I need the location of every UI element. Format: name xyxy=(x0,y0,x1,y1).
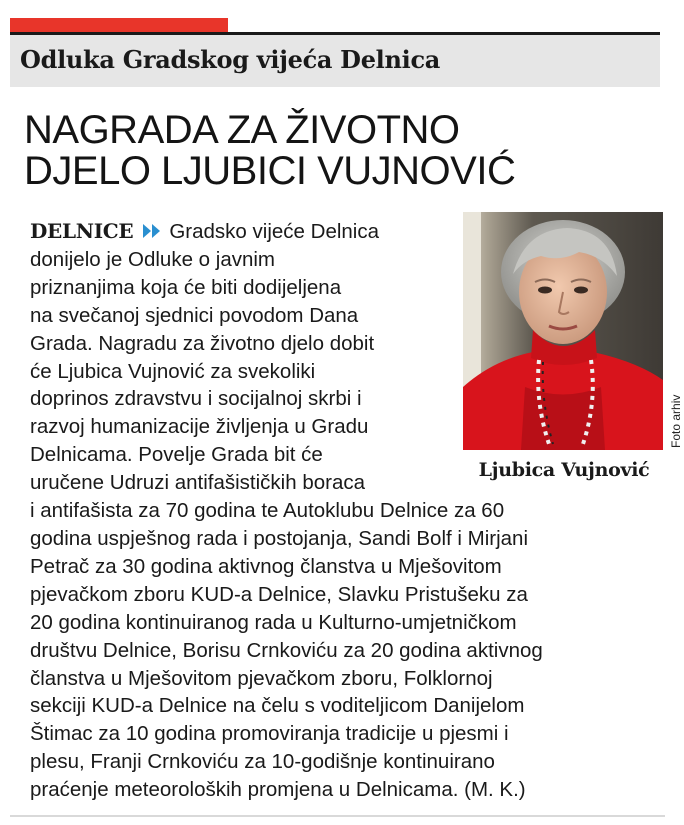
article-line: 20 godina kontinuiranog rada u Kulturno-umjetničkom xyxy=(30,610,517,634)
article-line: Grada. Nagradu za životno djelo dobit xyxy=(30,331,375,355)
photo-credit: Foto arhiv xyxy=(669,394,683,448)
headline xyxy=(24,110,644,192)
article-line: će Ljubica Vujnović za svekoliki xyxy=(30,359,316,383)
headline-line-1: NAGRADA ZA ŽIVOTNO xyxy=(24,108,460,152)
headline-line-2: DJELO LJUBICI VUJNOVIĆ xyxy=(24,149,516,193)
article-body xyxy=(30,218,670,804)
article-line: razvoj humanizacije življenja u Gradu xyxy=(30,415,369,439)
article-line: priznanjima koja će biti dodijeljena xyxy=(30,275,342,299)
article-line: godina uspješnog rada i postojanja, Sandi Bolf i Mirjani xyxy=(30,526,529,550)
article-line: uručene Udruzi antifašističkih boraca xyxy=(30,471,365,495)
photo-caption: Ljubica Vujnović xyxy=(478,459,650,481)
article-line: doprinos zdravstvu i socijalnoj skrbi i xyxy=(30,387,362,411)
dateline: DELNICE xyxy=(30,219,134,243)
article-line: sekciji KUD-a Delnice na čelu s voditeljicom Danijelom xyxy=(30,694,525,718)
double-chevron-right-icon xyxy=(143,224,163,238)
kicker-text: Odluka Gradskog vijeća Delnica xyxy=(20,45,441,74)
article-line: Petrač za 30 godina aktivnog članstva u Mješovitom xyxy=(30,554,502,578)
article-line: Štimac za 10 godina promoviranja tradicije u pjesmi i xyxy=(30,722,509,746)
section-bottom-rule xyxy=(10,815,665,817)
article-line: članstva u Mješovitom pjevačkom zboru, Folklornoj xyxy=(30,666,493,690)
article-line: Delnicama. Povelje Grada bit će xyxy=(30,443,323,467)
article-first-line xyxy=(30,218,670,246)
article-line: pjevačkom zboru KUD-a Delnice, Slavku Pristušeku za xyxy=(30,582,528,606)
kicker-banner xyxy=(10,35,660,87)
article-line: na svečanoj sjednici povodom Dana xyxy=(30,303,359,327)
section-accent-bar xyxy=(10,18,228,32)
article-line: plesu, Franji Crnkoviću za 10-godišnje kontinuirano xyxy=(30,750,495,774)
article-line: Gradsko vijeće Delnica xyxy=(169,220,380,243)
article-line: praćenje meteoroloških promjena u Delnicama. (M. K.) xyxy=(30,778,526,802)
article-line: i antifašista za 70 godina te Autoklubu Delnice za 60 xyxy=(30,499,505,523)
article-line: društvu Delnice, Borisu Crnkoviću za 20 godina aktivnog xyxy=(30,638,543,662)
article-line: donijelo je Odluke o javnim xyxy=(30,247,275,271)
